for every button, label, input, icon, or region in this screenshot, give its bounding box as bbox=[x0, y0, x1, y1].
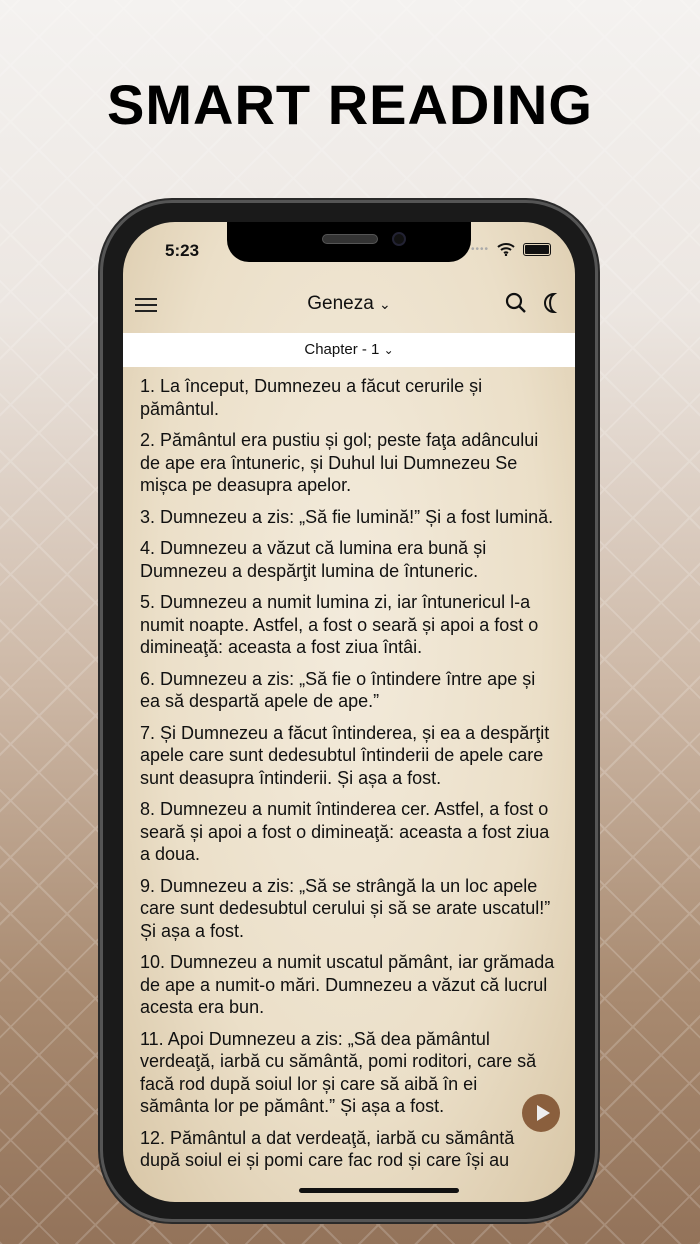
verse[interactable]: 8. Dumnezeu a numit întinderea cer. Astfel, a fost o seară și apoi a fost o dimineaţă: aceasta a fost ziua a doua. bbox=[140, 799, 550, 864]
verse[interactable]: 2. Pământul era pustiu și gol; peste faţa adâncului de ape era întuneric, și Duhul lui Dumnezeu Se mișca pe deasupra apelor. bbox=[140, 430, 539, 495]
verse[interactable]: 12. Pământul a dat verdeaţă, iarbă cu sământă după soiul ei și pomi care fac rod și care își au bbox=[140, 1127, 515, 1170]
app-screen bbox=[123, 222, 575, 1202]
navbar bbox=[123, 284, 575, 324]
verse[interactable]: 5. Dumnezeu a numit lumina zi, iar întunericul l-a numit noapte. Astfel, a fost o seară și apoi a fost o dimineaţă: aceasta a fost ziua întâi. bbox=[140, 592, 539, 657]
verse[interactable]: 9. Dumnezeu a zis: „Să se strângă la un loc apele care sunt dedesubtul cerului și să se arate uscatul!” Și așa a fost. bbox=[140, 875, 551, 941]
status-time: 5:23 bbox=[165, 241, 200, 260]
notch bbox=[227, 222, 471, 262]
chapter-selector[interactable] bbox=[123, 333, 575, 367]
verse-list bbox=[140, 375, 560, 1181]
verse-container bbox=[140, 1028, 560, 1118]
speaker bbox=[322, 234, 378, 244]
chevron-down-icon: ⌄ bbox=[379, 296, 391, 312]
moon-icon[interactable] bbox=[540, 292, 560, 314]
headline: SMART READING bbox=[107, 73, 593, 136]
verse[interactable]: 1. La început, Dumnezeu a făcut cerurile și pământul. bbox=[140, 376, 483, 419]
chapter-label: Chapter - 1 bbox=[304, 341, 380, 358]
home-indicator[interactable] bbox=[299, 1188, 459, 1193]
verse[interactable]: 6. Dumnezeu a zis: „Să fie o întindere între ape și ea să despartă apele de ape.” bbox=[140, 668, 536, 711]
battery-icon bbox=[523, 243, 551, 256]
camera bbox=[392, 232, 406, 246]
verse[interactable]: 7. Și Dumnezeu a făcut întinderea, și ea a despărţit apele care sunt dedesubtul întinderii de apele care sunt deasupra întinderii. Și așa a fost. bbox=[140, 722, 550, 788]
search-icon[interactable] bbox=[505, 292, 527, 314]
verse[interactable]: 11. Apoi Dumnezeu a zis: „Să dea pământul verdeaţă, iarbă cu sământă, pomi roditori, care să facă rod după soiul lor și care să aibă în ei sământa lor pe pământ.” Și așa a fost. bbox=[140, 1028, 537, 1116]
book-title: Geneza bbox=[307, 293, 374, 314]
verse[interactable]: 10. Dumnezeu a numit uscatul pământ, iar grămada de ape a numit-o mări. Dumnezeu a văzut că lucrul acesta era bun. bbox=[140, 952, 555, 1017]
wifi-icon bbox=[497, 242, 515, 256]
chevron-down-icon: ⌄ bbox=[383, 343, 394, 357]
signal-icon: •••• bbox=[470, 243, 489, 255]
verse[interactable]: 3. Dumnezeu a zis: „Să fie lumină!” Și a fost lumină. bbox=[140, 506, 554, 527]
status-icons bbox=[471, 242, 551, 256]
verse[interactable]: 4. Dumnezeu a văzut că lumina era bună și Dumnezeu a despărţit lumina de întuneric. bbox=[140, 538, 487, 581]
play-icon[interactable] bbox=[522, 1094, 560, 1132]
phone-frame bbox=[100, 200, 598, 1222]
